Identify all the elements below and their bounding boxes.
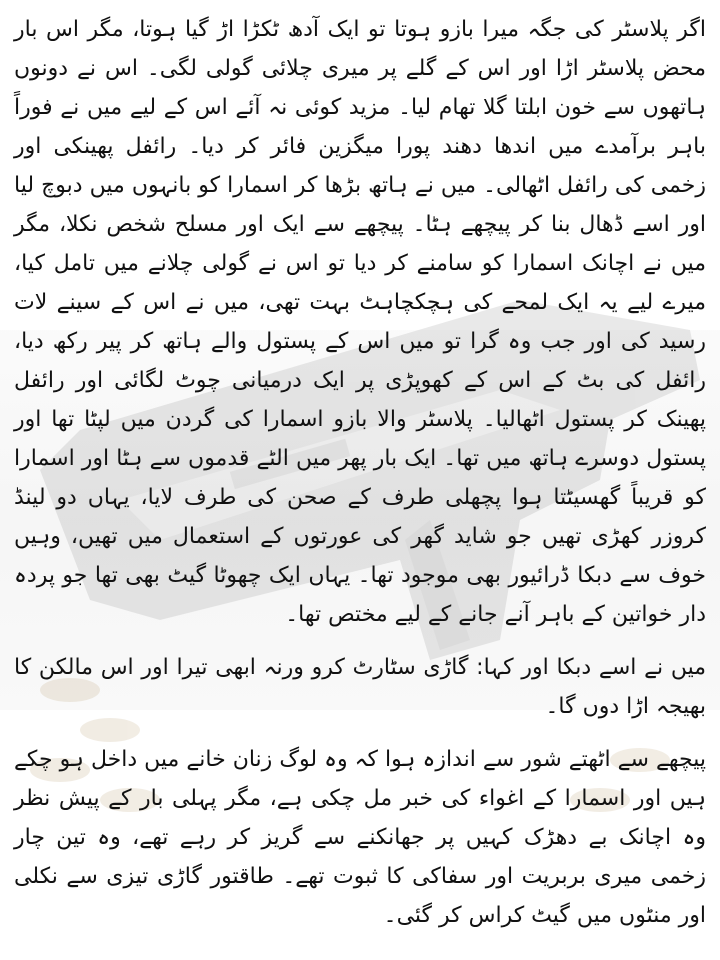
paragraph: پیچھے سے اٹھتے شور سے اندازہ ہوا کہ وہ لوگ زنان خانے میں داخل ہو چکے ہیں اور اسمارا کے اغواء کی خبر مل چکی ہے، مگر پہلی بار کے پیش نظر وہ اچانک بے دھڑک کہیں پر جھانکنے سے گریز کر رہے تھے، وہ تین چار زخمی میری بربریت اور سفاکی کا ثبوت تھے۔ طاقتور گاڑی تیزی سے نکلی اور منٹوں میں گیٹ کراس کر گئی۔: [14, 747, 706, 928]
story-page: [14, 10, 706, 947]
paragraph: اگر پلاسٹر کی جگہ میرا بازو ہوتا تو ایک آدھ ٹکڑا اڑ گیا ہوتا، مگر اس بار محض پلاسٹر اڑا اور اس کے گلے پر میری چلائی گولی لگی۔ اس نے دونوں ہاتھوں سے خون ابلتا گلا تھام لیا۔ مزید کوئی نہ آئے اس کے لیے میں نے فوراً باہر برآمدے میں اندھا دھند پورا میگزین فائر کر دیا۔ رائفل پھینکی اور زخمی کی رائفل اٹھالی۔ میں نے ہاتھ بڑھا کر اسمارا کو بانہوں میں دبوچ لیا اور اسے ڈھال بنا کر پیچھے ہٹا۔ پیچھے سے ایک اور مسلح شخص نکلا، مگر میں نے اچانک اسمارا کو سامنے کر دیا تو اس نے گولی چلانے میں تامل کیا، میرے لیے یہ ایک لمحے کی ہچکچاہٹ بہت تھی، میں نے اس کے سینے لات رسید کی اور جب وہ گرا تو میں اس کے پستول والے ہاتھ کر پیر رکھ دیا، رائفل کی بٹ کے اس کے کھوپڑی پر ایک درمیانی چوٹ لگائی اور رائفل پھینک کر پستول اٹھالیا۔ پلاسٹر والا بازو اسمارا کی گردن میں لپٹا تھا اور پستول دوسرے ہاتھ میں تھا۔ ایک بار پھر میں الٹے قدموں سے ہٹا اور اسمارا کو قریباً گھسیٹتا ہوا پچھلی طرف کے صحن کی طرف لایا، یہاں دو لینڈ کروزر کھڑی تھیں جو شاید گھر کی عورتوں کے استعمال میں تھیں، وہیں خوف سے دبکا ڈرائیور بھی موجود تھا۔ یہاں ایک چھوٹا گیٹ بھی تھا جو پردہ دار خواتین کے باہر آنے جانے کے لیے مختص تھا۔: [14, 17, 706, 627]
paragraph: میں نے اسے دبکا اور کہا: گاڑی سٹارٹ کرو ورنہ ابھی تیرا اور اس مالکن کا بھیجہ اڑا دوں گا۔: [14, 655, 706, 719]
